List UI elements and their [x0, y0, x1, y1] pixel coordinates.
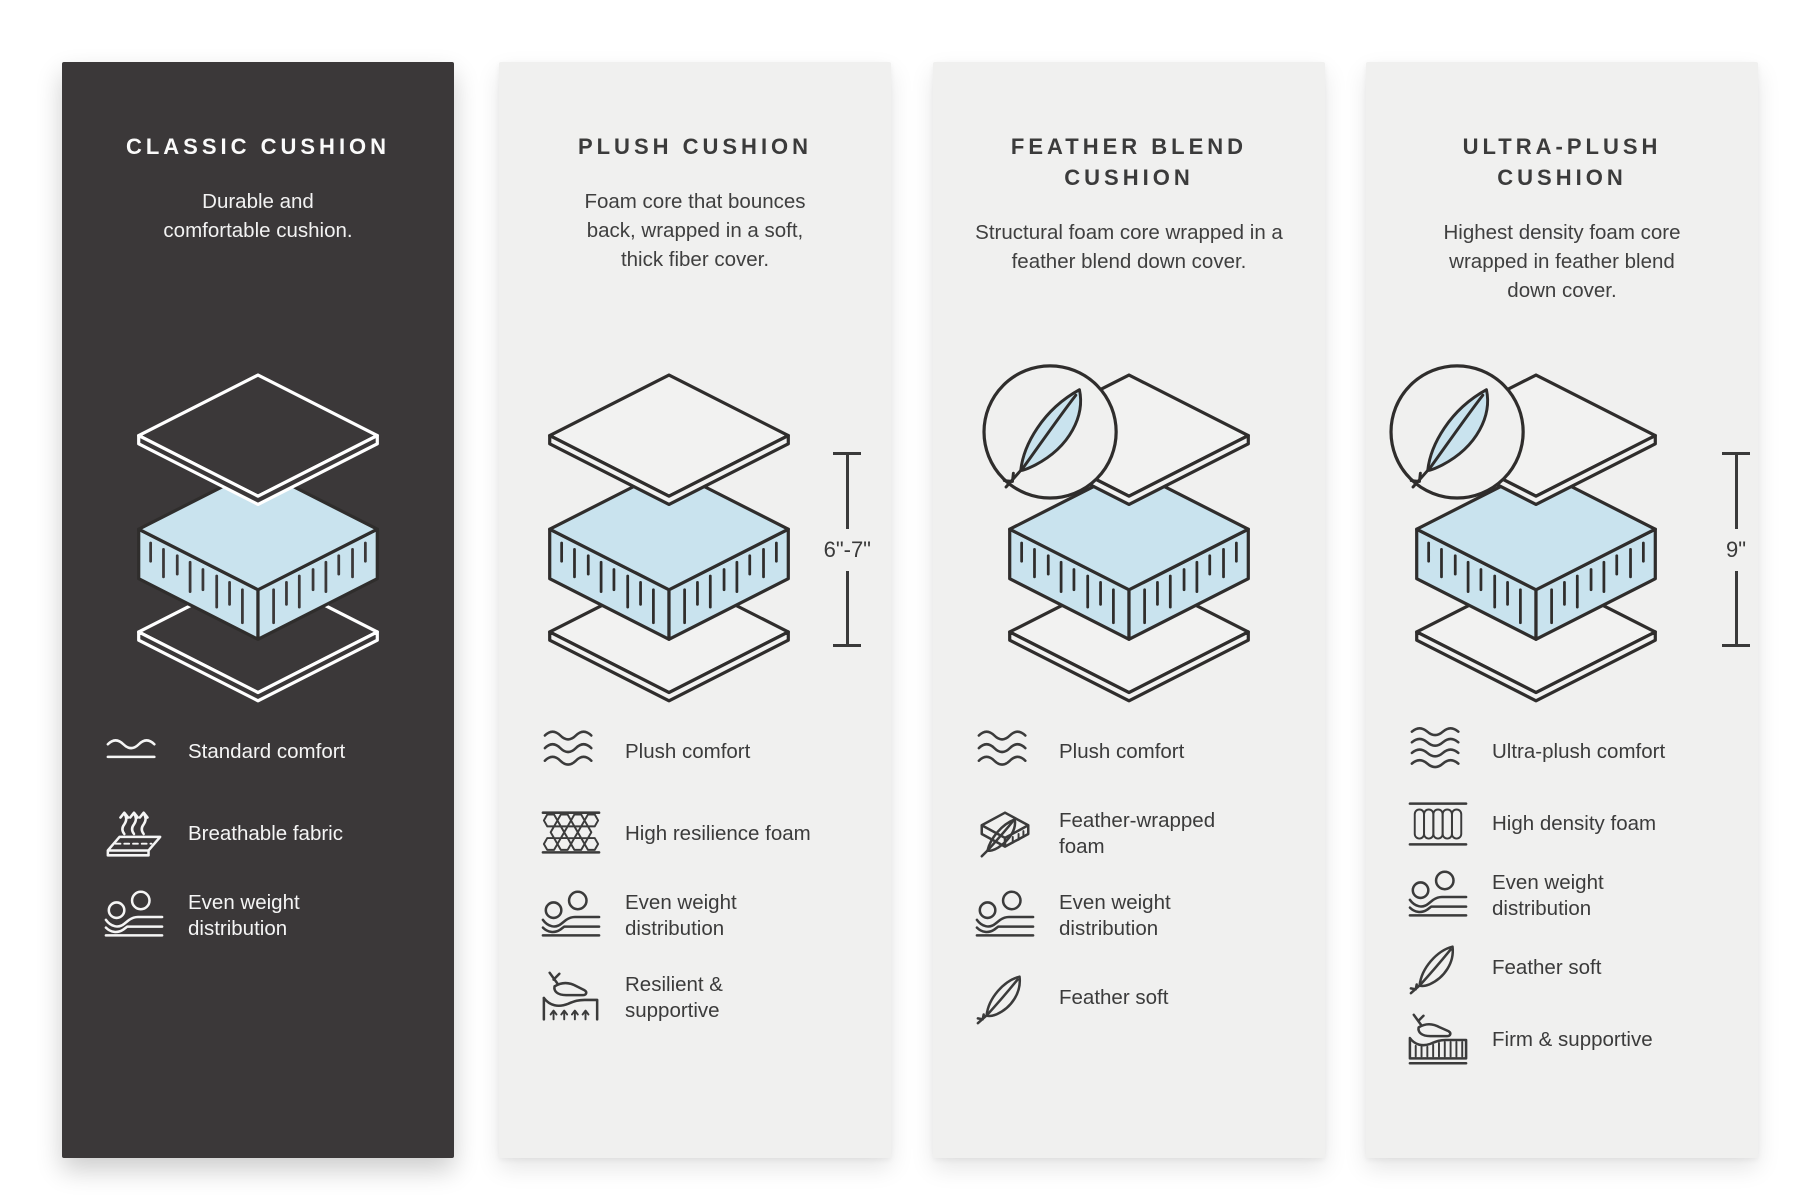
feature-row: [1402, 796, 1738, 852]
dimension-label: 6"-7": [823, 536, 871, 562]
feature-label: High resilience foam: [625, 821, 811, 845]
feature-label: Feather soft: [1059, 985, 1169, 1009]
feature-label: Plush comfort: [1059, 739, 1185, 763]
card-plush-cushion: [499, 62, 891, 1158]
card-title: FEATHER BLEND CUSHION: [1010, 134, 1248, 190]
feather-foam-icon: [969, 806, 1041, 862]
firm-support-icon: [1402, 1012, 1474, 1068]
layered-cushion-diagram: [102, 353, 414, 711]
cushion-diagram: [1366, 352, 1758, 712]
feature-label: Feather soft: [1492, 955, 1602, 979]
foam-cells-icon: [535, 806, 607, 862]
card-description: Structural foam core wrapped in a feather blend down cover.: [975, 220, 1283, 273]
dimension-label: 9": [1725, 536, 1747, 562]
card-description: Highest density foam core wrapped in feather blend down cover.: [1443, 220, 1681, 302]
feature-row: [1402, 868, 1738, 924]
layered-cushion-diagram: [973, 353, 1285, 711]
height-dimension: [824, 452, 871, 647]
feature-label: Even weight distribution: [1059, 890, 1171, 940]
even-weight-icon: [1402, 868, 1474, 924]
dimension-cap: [1722, 644, 1750, 647]
cover-layer: [550, 375, 789, 504]
feature-list: [535, 724, 871, 1052]
dimension-line: [1735, 571, 1738, 645]
feature-row: [1402, 940, 1738, 996]
feature-label: Even weight distribution: [625, 890, 737, 940]
cover-layer: [139, 375, 378, 504]
cushion-diagram: [933, 352, 1325, 712]
feature-label: Even weight distribution: [1492, 870, 1604, 920]
card-description: Durable and comfortable cushion.: [163, 189, 353, 242]
feature-list: [969, 724, 1305, 1052]
feature-label: Resilient & supportive: [625, 972, 723, 1022]
feature-list: [98, 724, 434, 970]
card-title: PLUSH CUSHION: [577, 134, 813, 159]
card-title: ULTRA-PLUSH CUSHION: [1462, 134, 1662, 190]
feature-row: [535, 970, 871, 1026]
feather-icon: [969, 970, 1041, 1026]
wave-icon: [98, 724, 170, 780]
layered-cushion-diagram: [513, 353, 825, 711]
card-description: Foam core that bounces back, wrapped in a soft, thick fiber cover.: [584, 189, 806, 272]
feature-row: [969, 970, 1305, 1026]
feature-label: Ultra-plush comfort: [1492, 739, 1666, 763]
even-weight-icon: [98, 888, 170, 944]
wave-icon: [969, 724, 1041, 780]
even-weight-icon: [535, 888, 607, 944]
high-density-foam-icon: [1402, 796, 1474, 852]
height-dimension: [1722, 452, 1750, 647]
feather-icon: [1402, 940, 1474, 996]
feather-badge: [1391, 366, 1523, 498]
feature-label: Standard comfort: [188, 739, 346, 763]
feature-row: [969, 806, 1305, 862]
feature-label: Firm & supportive: [1492, 1027, 1653, 1051]
resilient-support-icon: [535, 970, 607, 1026]
card-title: CLASSIC CUSHION: [125, 134, 391, 159]
feature-list: [1402, 724, 1738, 1084]
card-ultra-plush-cushion: [1366, 62, 1758, 1158]
feature-row: [535, 888, 871, 944]
even-weight-icon: [969, 888, 1041, 944]
dimension-line: [1735, 455, 1738, 529]
cushion-diagram: [62, 352, 454, 712]
feature-label: Breathable fabric: [188, 821, 343, 845]
wave-icon: [535, 724, 607, 780]
feature-row: [969, 724, 1305, 780]
cushion-diagram: [499, 352, 891, 712]
feature-row: [98, 724, 434, 780]
wave-icon: [1402, 724, 1474, 780]
card-feather-blend-cushion: [933, 62, 1325, 1158]
dimension-line: [846, 571, 849, 645]
dimension-line: [846, 455, 849, 529]
breathable-fabric-icon: [98, 806, 170, 862]
feature-row: [535, 806, 871, 862]
feature-row: [1402, 724, 1738, 780]
feature-label: High density foam: [1492, 811, 1657, 835]
feature-row: [98, 888, 434, 944]
card-classic-cushion: [62, 62, 454, 1158]
dimension-cap: [833, 644, 861, 647]
feature-label: Feather-wrapped foam: [1059, 808, 1216, 858]
feature-row: [1402, 1012, 1738, 1068]
feature-row: [98, 806, 434, 862]
layered-cushion-diagram: [1380, 353, 1692, 711]
feature-label: Plush comfort: [625, 739, 751, 763]
feather-badge: [984, 366, 1116, 498]
feature-row: [969, 888, 1305, 944]
feature-label: Even weight distribution: [188, 890, 300, 940]
feature-row: [535, 724, 871, 780]
